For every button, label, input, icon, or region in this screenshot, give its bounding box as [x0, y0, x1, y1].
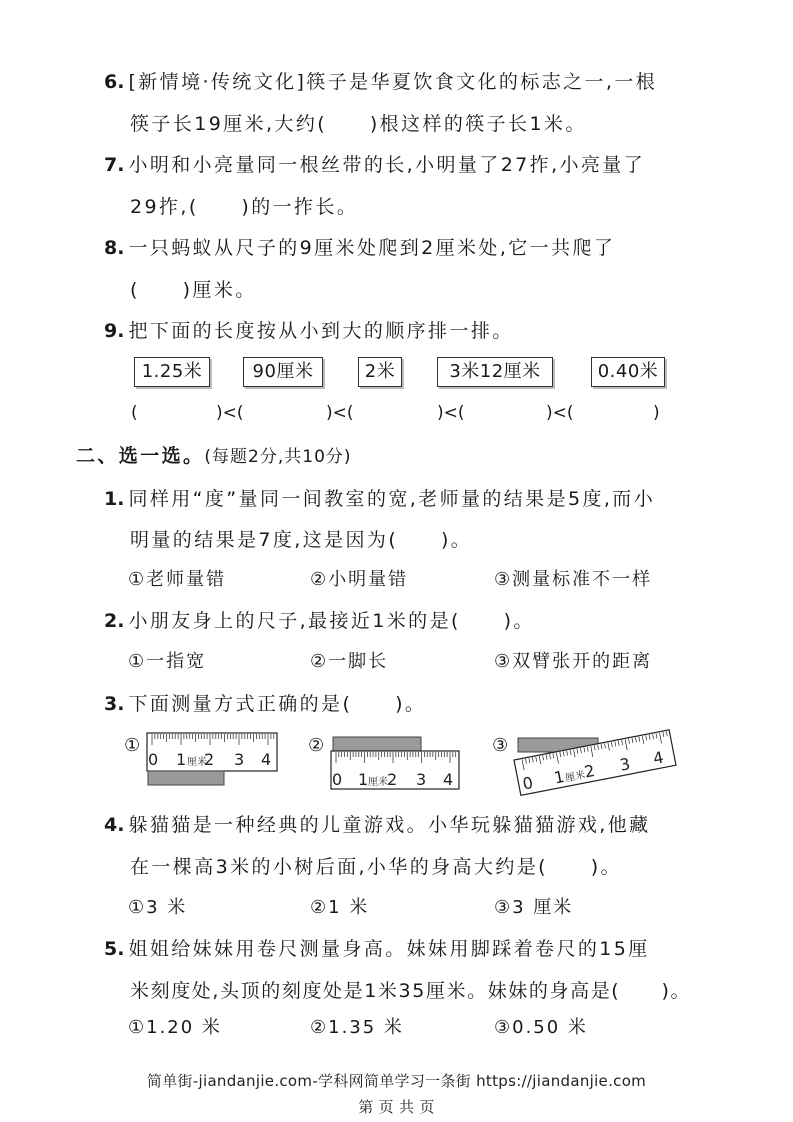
q7-text: 小明和小亮量同一根丝带的长,小明量了27拃,小亮量了: [128, 154, 646, 176]
q8-line2: ( )厘米。: [130, 279, 257, 301]
q6-text: [新情境·传统文化]筷子是华夏饮食文化的标志之一,一根: [128, 71, 658, 93]
c3-text: 下面测量方式正确的是( )。: [128, 693, 427, 715]
c4-number: 4.: [104, 814, 125, 836]
order-blank[interactable]: ): [653, 403, 660, 423]
q9-line1: [104, 319, 514, 343]
measured-object: [333, 737, 421, 751]
footer-page-text: 第 页 共 页: [358, 1098, 435, 1116]
c3-line1: [104, 692, 426, 716]
ruler-label: 0: [332, 770, 343, 789]
c4-line2: 在一棵高3米的小树后面,小华的身高大约是( )。: [130, 856, 622, 878]
figure-marker: ②: [308, 735, 325, 756]
ruler-label: 1: [176, 750, 187, 769]
ruler-label: 2: [204, 750, 215, 769]
figure-marker: ①: [124, 735, 141, 756]
q7-line2: 29拃,( )的一拃长。: [130, 196, 359, 218]
ruler-label: 1: [358, 770, 369, 789]
q8-number: 8.: [104, 237, 125, 259]
order-blank[interactable]: )<(: [216, 403, 244, 423]
ruler-label: 0: [148, 750, 159, 769]
ruler-label: 0: [520, 772, 535, 794]
order-blank[interactable]: )<(: [437, 403, 465, 423]
q6-number: 6.: [104, 71, 125, 93]
ruler-label: 厘米: [564, 769, 587, 785]
c5-line2: 米刻度处,头顶的刻度处是1米35厘米。妹妹的身高是( )。: [130, 980, 692, 1002]
c1-line2: 明量的结果是7度,这是因为( )。: [130, 529, 473, 551]
q7-number: 7.: [104, 154, 125, 176]
section-note: (每题2分,共10分): [204, 447, 352, 467]
option[interactable]: ①老师量错: [128, 569, 227, 590]
option[interactable]: ③测量标准不一样: [494, 569, 653, 590]
option[interactable]: ③3 厘米: [494, 897, 574, 918]
ruler-figure-2[interactable]: [330, 730, 462, 792]
ruler-figure-1[interactable]: [146, 730, 278, 788]
option[interactable]: ①1.20 米: [128, 1017, 222, 1038]
option[interactable]: ③双臂张开的距离: [494, 651, 653, 672]
order-blank[interactable]: (: [131, 403, 138, 423]
q8-line1: [104, 236, 615, 260]
c1-text: 同样用“度”量同一间教室的宽,老师量的结果是5度,而小: [128, 488, 656, 510]
length-card: 3米12厘米: [437, 357, 553, 387]
ruler-label: 2: [387, 770, 398, 789]
length-card: 90厘米: [243, 357, 323, 387]
ruler-figure-3[interactable]: [510, 726, 680, 796]
c4-text: 躲猫猫是一种经典的儿童游戏。小华玩躲猫猫游戏,他藏: [128, 814, 651, 836]
length-card: 1.25米: [134, 357, 210, 387]
option[interactable]: ②小明量错: [310, 569, 409, 590]
q7-line1: [104, 153, 645, 177]
ruler-label: 厘米: [368, 777, 388, 788]
q9-text: 把下面的长度按从小到大的顺序排一排。: [128, 320, 514, 342]
figure-marker: ③: [492, 735, 509, 756]
ruler-label: 4: [261, 750, 272, 769]
option[interactable]: ①一指宽: [128, 651, 207, 672]
c3-number: 3.: [104, 693, 125, 715]
c4-line1: [104, 813, 651, 837]
length-card: 0.40米: [591, 357, 665, 387]
ruler-label: 2: [582, 760, 597, 782]
length-card: 2米: [358, 357, 402, 387]
ruler-label: 厘米: [187, 757, 207, 768]
option[interactable]: ③0.50 米: [494, 1017, 588, 1038]
q6-line2: 筷子长19厘米,大约( )根这样的筷子长1米。: [130, 113, 587, 135]
ruler-label: 3: [416, 770, 427, 789]
c2-number: 2.: [104, 610, 125, 632]
ruler-label: 4: [443, 770, 454, 789]
c5-line1: [104, 937, 650, 961]
measured-object: [148, 771, 224, 785]
q9-number: 9.: [104, 320, 125, 342]
c2-text: 小朋友身上的尺子,最接近1米的是( )。: [128, 610, 535, 632]
q8-text: 一只蚂蚁从尺子的9厘米处爬到2厘米处,它一共爬了: [128, 237, 616, 259]
c1-number: 1.: [104, 488, 125, 510]
ruler-label: 3: [234, 750, 245, 769]
section-heading: [76, 444, 352, 469]
c5-text: 姐姐给妹妹用卷尺测量身高。妹妹用脚踩着卷尺的15厘: [128, 938, 650, 960]
c5-number: 5.: [104, 938, 125, 960]
ruler-label: 1: [552, 766, 567, 788]
section-title: 二、选一选。: [76, 445, 205, 467]
c2-line1: [104, 609, 535, 633]
footer-site-text: 简单街-jiandanjie.com-学科网简单学习一条街 https://jiandanjie.com: [146, 1072, 647, 1090]
option[interactable]: ②1.35 米: [310, 1017, 404, 1038]
ruler-label: 3: [618, 754, 632, 775]
option[interactable]: ②1 米: [310, 897, 370, 918]
order-blank[interactable]: )<(: [326, 403, 354, 423]
ruler-label: 4: [651, 747, 666, 769]
option[interactable]: ①3 米: [128, 897, 188, 918]
option[interactable]: ②一脚长: [310, 651, 389, 672]
c1-line1: [104, 487, 655, 511]
q6-line1: [104, 70, 657, 94]
order-blank[interactable]: )<(: [546, 403, 574, 423]
